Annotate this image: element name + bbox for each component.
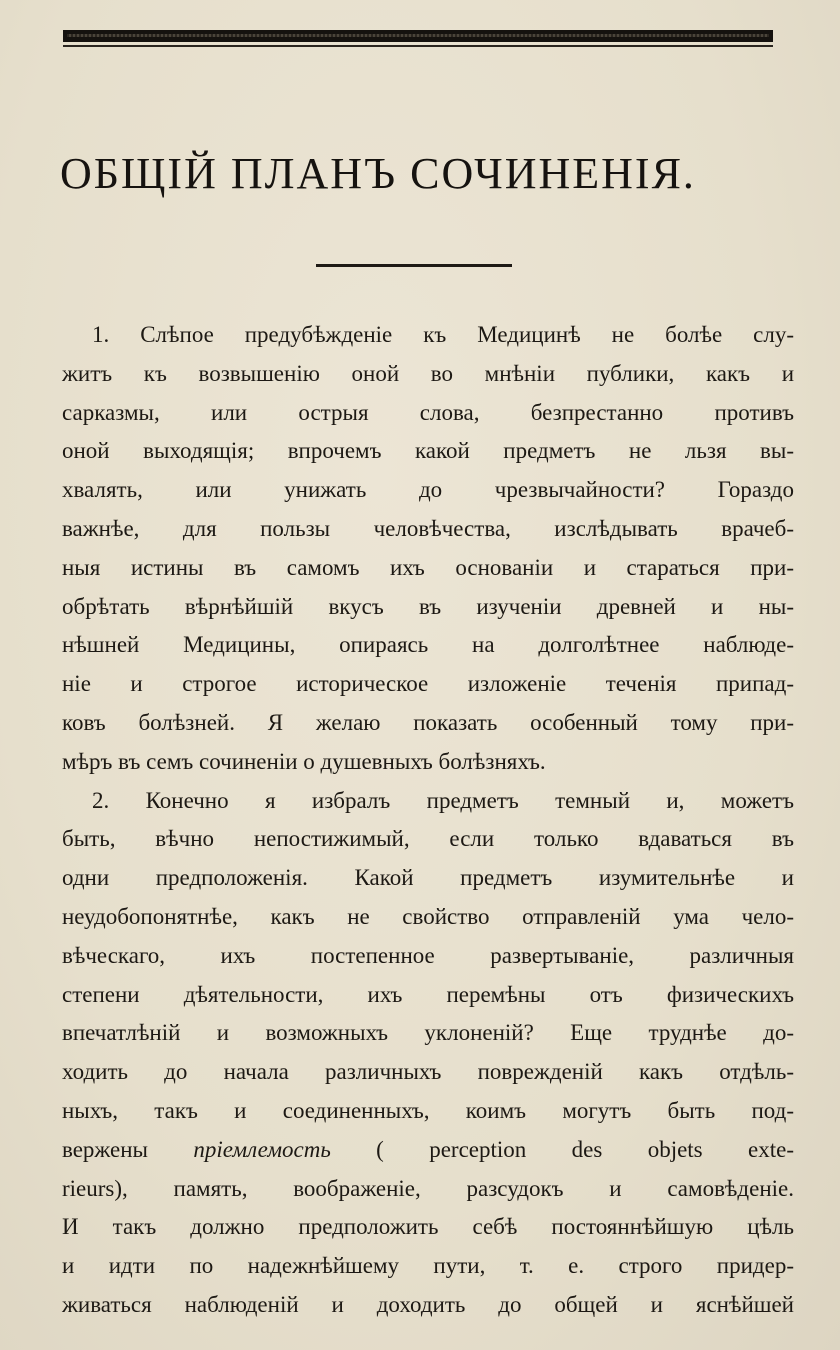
text-line: неудобопонятнѣе, какъ не свойство отправленій ума чело- [62,903,794,929]
chapter-title: ОБЩІЙ ПЛАНЪ СОЧИНЕНІЯ. [60,149,696,198]
text-line: ніе и строгое историческое изложеніе теченія припад- [62,671,794,697]
text-line: мѣръ въ семъ сочиненіи о душевныхъ болѣзняхъ. [62,748,546,774]
text-line: 1. Слѣпое предубѣжденіе къ Медицинѣ не болѣе слу- [92,322,794,347]
text-line: обрѣтать вѣрнѣйшій вкусъ въ изученіи древней и ны- [62,593,794,619]
text-line: оной выходящія; впрочемъ какой предметъ не льзя вы- [62,438,794,464]
text-body [62,316,794,1325]
text-line: ныя истины въ самомъ ихъ основаніи и стараться при- [62,554,794,580]
italic-term: пріемлемость [193,1136,331,1162]
top-double-rule [63,30,773,42]
text-line: ковъ болѣзней. Я желаю показать особенный тому при- [62,709,794,735]
text-line: живаться наблюденій и доходить до общей и яснѣйшей [62,1291,794,1317]
paragraph-1 [62,316,794,782]
text-line: впечатлѣній и возможныхъ уклоненій? Еще труднѣе до- [62,1020,794,1046]
text-line-with-italic [62,1131,794,1170]
text-line: 2. Конечно я избралъ предметъ темный и, можетъ [92,787,794,813]
text-fragment: ( perception des objets exte- [330,1136,794,1162]
text-line: И такъ должно предположить себѣ постояннѣйшую цѣль [62,1214,794,1240]
text-line: степени дѣятельности, ихъ перемѣны отъ физическихъ [62,981,794,1007]
text-line: сарказмы, или острыя слова, безпрестанно противъ [62,399,794,425]
text-line: хвалять, или унижать до чрезвычайности? Гораздо [62,477,794,503]
text-line: быть, вѣчно непостижимый, если только вдаваться въ [62,826,794,852]
paragraph-2 [62,782,794,1325]
top-thin-rule [63,45,773,47]
title-separator-rule [316,264,512,267]
text-line: ходить до начала различныхъ поврежденій какъ отдѣль- [62,1059,794,1085]
text-fragment: вержены [62,1136,194,1162]
text-line: нѣшней Медицины, опираясь на долголѣтнее наблюде- [62,632,794,658]
text-line: одни предположенія. Какой предметъ изумительнѣе и [62,865,794,891]
text-line: rieurs), память, воображеніе, разсудокъ и самовѣденіе. [62,1175,794,1201]
text-line: и идти по надежнѣйшему пути, т. е. строго придер- [62,1253,794,1279]
text-line: ныхъ, такъ и соединенныхъ, коимъ могутъ быть под- [62,1097,794,1123]
text-line: вѣческаго, ихъ постепенное развертываніе, различныя [62,942,794,968]
text-line: житъ къ возвышенію оной во мнѣніи публики, какъ и [62,360,794,386]
text-line: важнѣе, для пользы человѣчества, изслѣдывать врачеб- [62,515,794,541]
